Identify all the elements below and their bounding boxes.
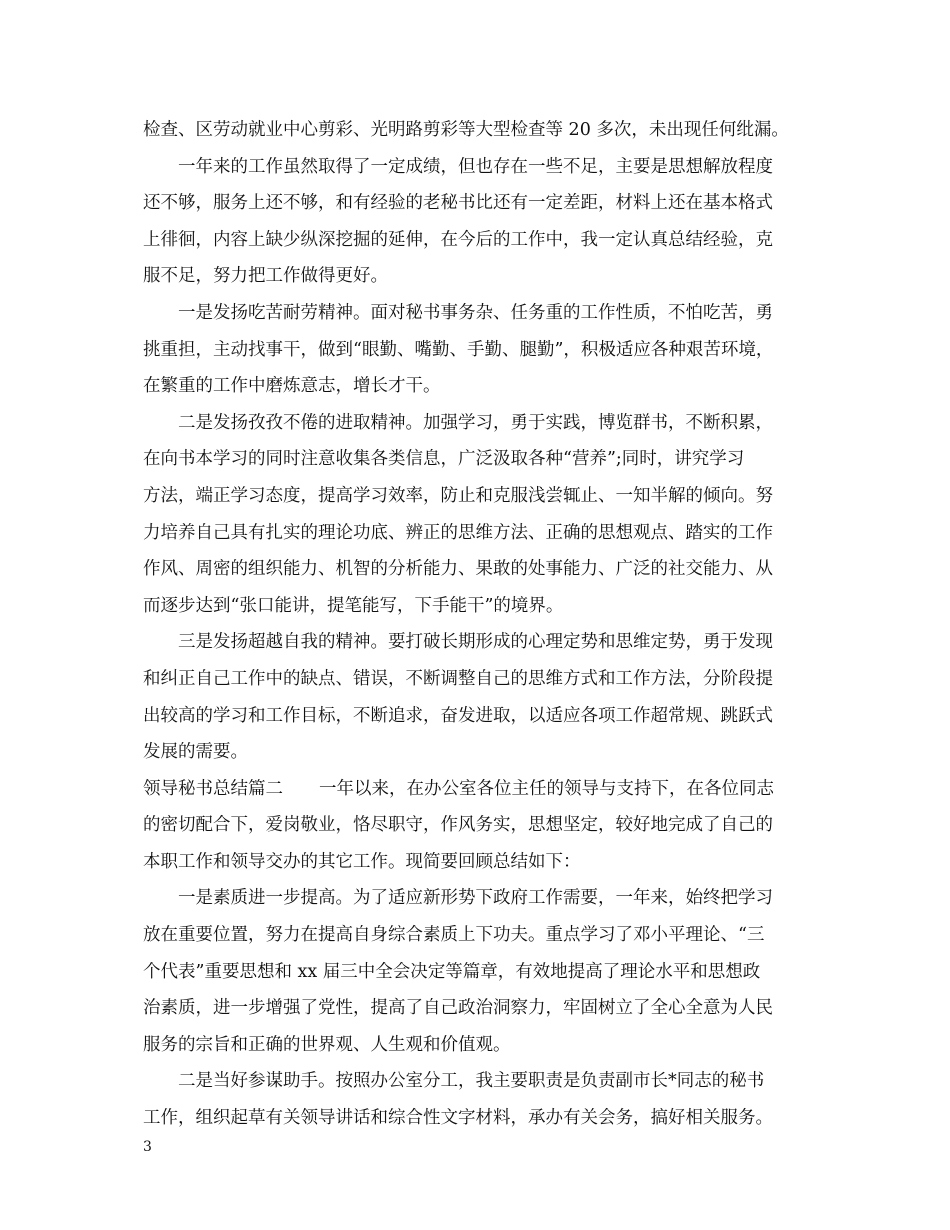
paragraph-start-line: 一是素质进一步提高。为了适应新形势下政府工作需要，一年来，始终把学习	[178, 888, 773, 909]
text-line: 发展的需要。	[143, 742, 248, 763]
paragraph-start-line: 一是发扬吃苦耐劳精神。面对秘书事务杂、任务重的工作性质，不怕吃苦，勇	[178, 302, 773, 323]
text-line: 治素质，进一步增强了党性，提高了自己政治洞察力，牢固树立了全心全意为人民	[143, 998, 773, 1019]
section-heading-line	[143, 771, 813, 808]
text-line: 检查、区劳动就业中心剪彩、光明路剪彩等大型检查等 20 多次，未出现任何纰漏。	[143, 120, 789, 140]
text-line: 本职工作和领导交办的其它工作。现简要回顾总结如下：	[143, 851, 581, 872]
text-line: 个代表”重要思想和 xx 届三中全会决定等篇章，有效地提高了理论水平和思想政	[143, 961, 761, 982]
text-line: 还不够，服务上还不够，和有经验的老秘书比还有一定差距，材料上还在基本格式	[143, 193, 773, 214]
text-line: 而逐步达到“张口能讲，提笔能写，下手能干”的境界。	[143, 595, 564, 616]
text-line: 出较高的学习和工作目标，不断追求，奋发进取，以适应各项工作超常规、跳跃式	[143, 705, 773, 726]
text-line: 作风、周密的组织能力、机智的分析能力、果敢的处事能力、广泛的社交能力、从	[143, 559, 773, 580]
text-line: 力培养自己具有扎实的理论功底、辨正的思维方法、正确的思想观点、踏实的工作	[143, 522, 773, 543]
text-line: 在繁重的工作中磨炼意志，增长才干。	[143, 376, 441, 397]
paragraph-start-line: 二是当好参谋助手。按照办公室分工，我主要职责是负责副市长*同志的秘书	[178, 1071, 765, 1092]
text-line: 挑重担，主动找事干，做到“眼勤、嘴勤、手勤、腿勤”，积极适应各种艰苦环境，	[143, 339, 774, 360]
section-first-text: 一年以来，在办公室各位主任的领导与支持下，在各位同志	[319, 778, 774, 799]
text-line: 方法，端正学习态度，提高学习效率，防止和克服浅尝辄止、一知半解的倾向。努	[143, 485, 773, 506]
text-line: 服不足，努力把工作做得更好。	[143, 266, 388, 287]
page-number: 3	[143, 1139, 152, 1155]
text-line: 和纠正自己工作中的缺点、错误，不断调整自己的思维方式和工作方法，分阶段提	[143, 668, 773, 689]
text-line: 工作，组织起草有关领导讲话和综合性文字材料，承办有关会务，搞好相关服务。	[143, 1108, 773, 1129]
text-line: 的密切配合下，爱岗敬业，恪尽职守，作风务实，思想坚定，较好地完成了自己的	[143, 815, 773, 836]
text-line: 上徘徊，内容上缺少纵深挖掘的延伸，在今后的工作中，我一定认真总结经验，克	[143, 229, 773, 250]
text-line: 在向书本学习的同时注意收集各类信息，广泛汲取各种“营养”;同时，讲究学习	[143, 449, 745, 470]
text-line: 放在重要位置，努力在提高自身综合素质上下功夫。重点学习了邓小平理论、“三	[143, 925, 765, 946]
paragraph-start-line: 一年来的工作虽然取得了一定成绩，但也存在一些不足，主要是思想解放程度	[178, 156, 773, 177]
paragraph-start-line: 三是发扬超越自我的精神。要打破长期形成的心理定势和思维定势，勇于发现	[178, 632, 773, 653]
text-line: 服务的宗旨和正确的世界观、人生观和价值观。	[143, 1034, 511, 1055]
document-body	[143, 112, 813, 1137]
section-heading: 领导秘书总结篇二	[143, 778, 283, 799]
paragraph-start-line: 二是发扬孜孜不倦的进取精神。加强学习，勇于实践，博览群书，不断积累，	[178, 412, 773, 433]
